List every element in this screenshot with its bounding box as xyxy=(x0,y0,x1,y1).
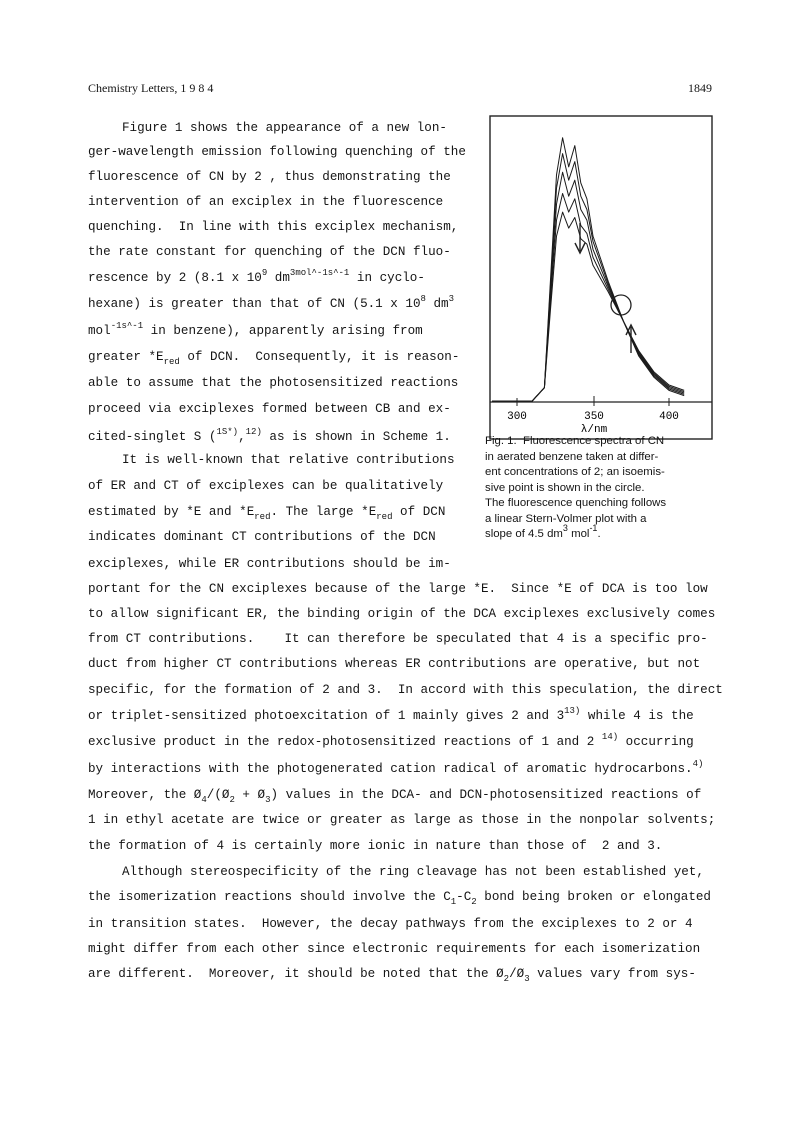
text-line: exciplexes, while ER contributions should be im- xyxy=(88,557,451,571)
text-line: It is well-known that relative contributions xyxy=(122,453,455,467)
text-line: indicates dominant CT contributions of the DCN xyxy=(88,530,436,544)
figure-fluorescence-spectra xyxy=(484,115,713,441)
text-line: to allow significant ER, the binding origin of the DCA exciplexes exclusively comes xyxy=(88,607,716,621)
text-line: in transition states. However, the decay pathways from the exciplexes to 2 or 4 xyxy=(88,917,693,931)
text-line: specific, for the formation of 2 and 3. In accord with this speculation, the direct xyxy=(88,683,723,697)
caption-line: ent concentrations of 2; an isoemis- xyxy=(485,466,665,478)
text-line: greater $*E_{red}$ of DCN. Consequently, it is reason- xyxy=(88,350,460,367)
text-line: rescence by 2 (8.1 x $10^9$ $dm^{3mol\^{}-1s\^{}-1}$ in cyclo- xyxy=(88,268,425,285)
text-line: by interactions with the photogenerated cation radical of aromatic hydrocarbons.$^{4)}$ xyxy=(88,759,704,776)
plot-frame xyxy=(490,116,712,439)
spectra-plot xyxy=(484,115,713,441)
caption-line: a linear Stern-Volmer plot with a xyxy=(485,512,647,525)
text-line: intervention of an exciplex in the fluorescence xyxy=(88,195,444,209)
caption-line: in aerated benzene taken at differ- xyxy=(485,450,659,463)
page-number: 1849 xyxy=(688,81,712,95)
x-tick-label: 400 xyxy=(659,411,679,423)
text-line: cited-singlet S ($^{1S*)}$,$^{12)}$ as is shown in Scheme 1. xyxy=(88,427,451,444)
text-line: 1 in ethyl acetate are twice or greater as large as those in the nonpolar solvents; xyxy=(88,813,716,827)
caption-line: sive point is shown in the circle. xyxy=(485,481,645,494)
caption-text xyxy=(485,434,735,543)
caption-line: The fluorescence quenching follows xyxy=(485,497,667,509)
spectra-series xyxy=(492,138,684,401)
x-tick-label: 350 xyxy=(584,411,604,423)
x-tick-label: 300 xyxy=(507,411,527,423)
text-line: the rate constant for quenching of the DCN fluo- xyxy=(88,245,451,259)
text-line: proceed via exciplexes formed between CB and ex- xyxy=(88,402,451,416)
text-line: duct from higher CT contributions whereas ER contributions are operative, but not xyxy=(88,657,701,671)
journal-name: Chemistry Letters, 1 9 8 4 xyxy=(88,81,214,95)
text-line: ger-wavelength emission following quenching of the xyxy=(88,145,466,159)
text-line: Figure 1 shows the appearance of a new lon- xyxy=(122,121,447,135)
text-line: estimated by *E and $*E_{red}$. The large $*E_{red}$ of DCN xyxy=(88,505,446,522)
text-line: Moreover, the $Ø_4/(Ø_2$ + $Ø_3$) values in the DCA- and DCN-photosensitized reactions of xyxy=(88,788,702,805)
text-line: exclusive product in the redox-photosensitized reactions of 1 and 2 $^{14)}$ occurring xyxy=(88,732,694,749)
spectrum-line-5 xyxy=(492,212,684,401)
text-line: are different. Moreover, it should be noted that the $Ø_2/Ø_3$ values vary from sys- xyxy=(88,967,696,984)
text-line: quenching. In line with this exciplex mechanism, xyxy=(88,220,459,234)
text-line: mol$^{-1s\^{}-1}$ in benzene), apparently arising from xyxy=(88,321,423,338)
text-line: from CT contributions. It can therefore be speculated that 4 is a specific pro- xyxy=(88,632,708,646)
decrease-arrow xyxy=(575,223,585,253)
text-line: the formation of 4 is certainly more ionic in nature than those of 2 and 3. xyxy=(88,839,663,853)
text-line: of ER and CT of exciplexes can be qualitatively xyxy=(88,479,444,493)
x-axis-label: λ/nm xyxy=(580,424,608,436)
isoemissive-point-circle xyxy=(611,295,631,315)
text-line: hexane) is greater than that of CN (5.1 x $10^8$ $dm^3$ xyxy=(88,294,455,311)
text-line: fluorescence of CN by 2 , thus demonstrating the xyxy=(88,170,451,184)
text-line: Although stereospecificity of the ring cleavage has not been established yet, xyxy=(122,865,704,879)
spectrum-line-1 xyxy=(492,138,684,401)
x-axis xyxy=(490,396,712,436)
text-line: portant for the CN exciplexes because of the large *E. Since *E of DCA is too low xyxy=(88,582,708,596)
caption-line: Fig. 1. Fluorescence spectra of CN xyxy=(485,435,665,447)
caption-line: slope of 4.5 $dm^3$ mol$^{-1}$. xyxy=(485,523,601,540)
text-line: the isomerization reactions should involve the $C_1-C_2$ bond being broken or elongated xyxy=(88,890,711,907)
spectrum-line-2 xyxy=(492,154,684,401)
text-line: able to assume that the photosensitized reactions xyxy=(88,376,459,390)
text-line: might differ from each other since electronic requirements for each isomerization xyxy=(88,942,701,956)
text-line: or triplet-sensitized photoexcitation of 1 mainly gives 2 and 3$^{13)}$ while 4 is the xyxy=(88,706,694,723)
